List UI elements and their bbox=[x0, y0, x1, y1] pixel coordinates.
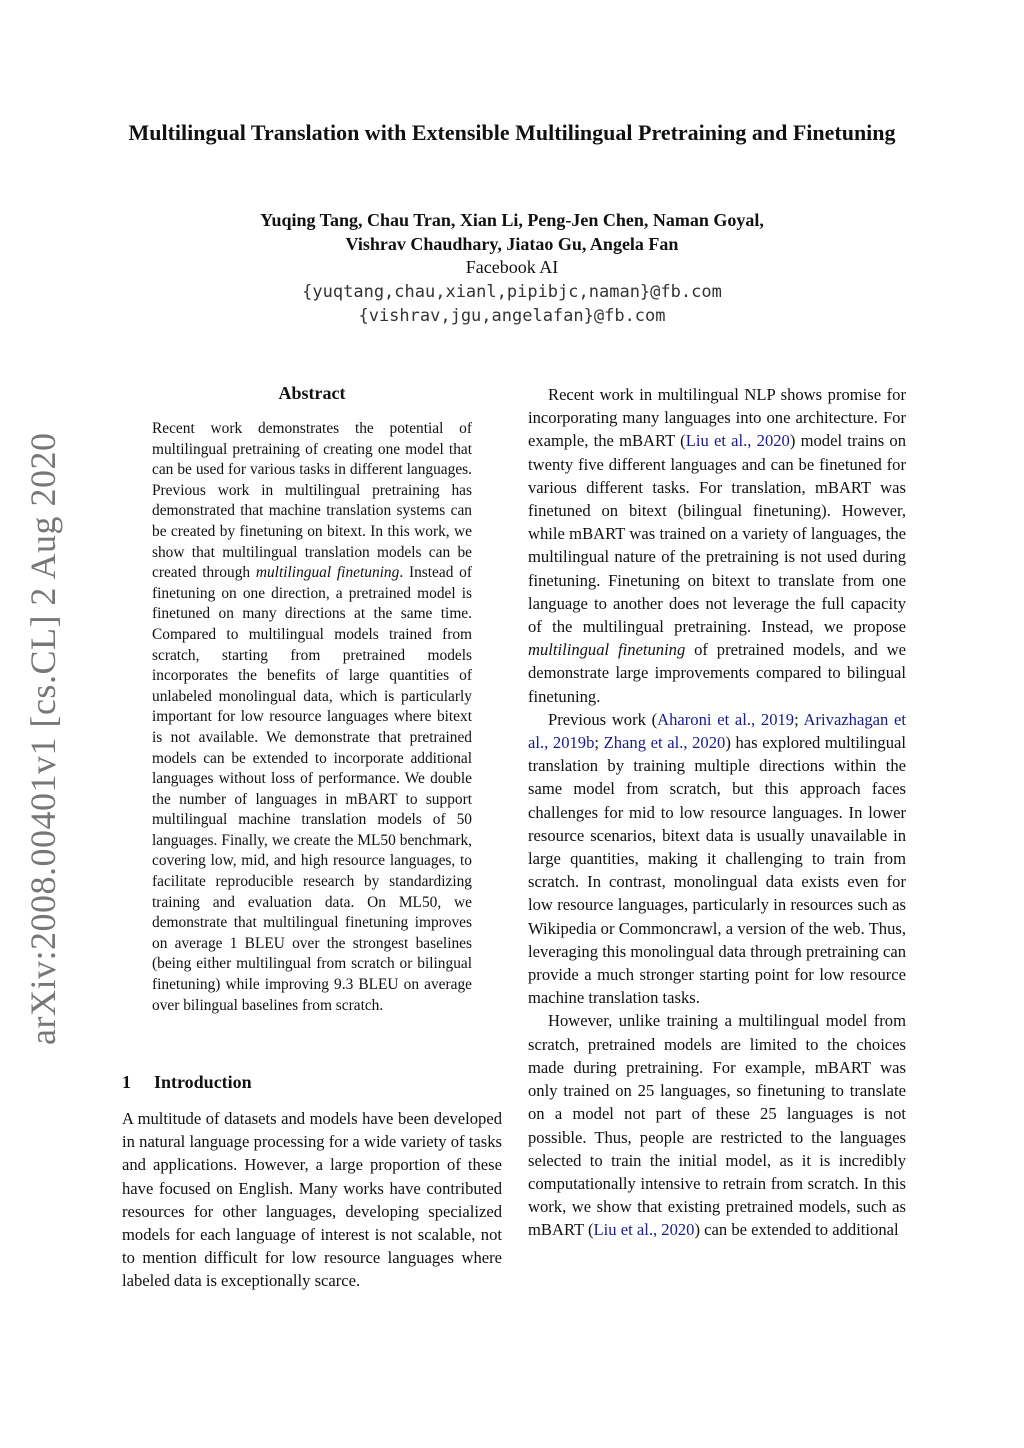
para-emphasis: multilingual finetuning bbox=[528, 640, 686, 660]
abstract-text-1: Recent work demonstrates the potential of multilingual pretraining of creating one model that can be used for various tasks in different languages. Previous work in multilingual pretraining has demonstrated that machine translation systems can be created by finetuning on bitext. In this work, we show that multilingual translation models can be created through bbox=[152, 420, 472, 582]
para-text: ) has explored multilingual translation by training multiple directions within the same model from scratch, but this approach faces challenges for mid to low resource languages. In lower resource scenarios, bitext data is usually unavailable in large quantities, making it challenging to train from scratch. In contrast, monolingual data exists even for low resource languages, particularly in resources such as Wikipedia or Commoncrawl, a version of the web. Thus, leveraging this monolingual data through pretraining can provide a much stronger starting point for low resource machine translation tasks. bbox=[528, 733, 906, 1008]
abstract-body bbox=[152, 419, 472, 1016]
intro-paragraph-1: A multitude of datasets and models have been developed in natural language processing for a wide variety of tasks and applications. However, a large proportion of these have focused on English. Many works have contributed resources for other languages, developing specialized models for each language of interest is not scalable, not to mention difficult for low resource languages where labeled data is exceptionally scarce. bbox=[122, 1109, 502, 1291]
email-line-1: {yuqtang,chau,xianl,pipibjc,naman}@fb.com bbox=[302, 282, 722, 302]
paper-title: Multilingual Translation with Extensible Multilingual Pretraining and Finetuning bbox=[128, 120, 896, 145]
para-text: ) can be extended to additional bbox=[694, 1220, 899, 1240]
author-list bbox=[160, 208, 864, 256]
para-text: Previous work ( bbox=[548, 709, 658, 729]
email-line-2: {vishrav,jgu,angelafan}@fb.com bbox=[358, 306, 666, 326]
section-heading-introduction bbox=[122, 1072, 502, 1093]
intro-paragraph-2 bbox=[528, 383, 906, 708]
para-text: ; bbox=[794, 709, 804, 729]
citation-link[interactable]: Liu et al., 2020 bbox=[685, 431, 790, 451]
para-text: However, unlike training a multilingual model from scratch, pretrained models are limited to the choices made during pretraining. For example, mBART was only trained on 25 languages, so finetuning to translate on a model not part of these 25 languages is not possible. Thus, people are restricted to the languages selected to train the initial model, as it is incredibly computationally intensive to retrain from scratch. In this work, we show that existing pretrained models, such as mBART ( bbox=[528, 1011, 906, 1240]
authors-line-2: Vishrav Chaudhary, Jiatao Gu, Angela Fan bbox=[345, 234, 679, 254]
para-text: Recent work in multilingual NLP shows promise for incorporating many languages into one architecture. For example, the mBART ( bbox=[528, 385, 906, 451]
citation-link[interactable]: Liu et al., 2020 bbox=[593, 1220, 695, 1240]
citation-link[interactable]: Arivazhagan et al., 2019b bbox=[528, 709, 906, 753]
abstract-heading: Abstract bbox=[278, 383, 346, 403]
intro-left-column bbox=[122, 1107, 502, 1293]
para-text: ) model trains on twenty five different languages and can be finetuned for various different tasks. For translation, mBART was finetuned on bitext (bilingual finetuning). However, while mBART was trained on a variety of languages, the multilingual nature of the pretraining is not used during finetuning. Finetuning on bitext to translate from one language to another does not leverage the full capacity of the multilingual pretraining. Instead, we propose bbox=[528, 431, 906, 637]
citation-link[interactable]: Aharoni et al., 2019 bbox=[657, 709, 795, 729]
authors-line-1: Yuqing Tang, Chau Tran, Xian Li, Peng-Jen Chen, Naman Goyal, bbox=[260, 210, 764, 230]
para-text: of pretrained models, and we demonstrate large improvements compared to bilingual finetuning. bbox=[528, 640, 906, 706]
arxiv-stamp: arXiv:2008.00401v1 [cs.CL] 2 Aug 2020 bbox=[23, 432, 63, 1045]
citation-link[interactable]: Zhang et al., 2020 bbox=[603, 733, 726, 753]
abstract-text-2: . Instead of finetuning on one direction, a pretrained model is finetuned on many directions at the same time. Compared to multilingual models trained from scratch, starting from pretrained models incorporates the benefits of large quantities of unlabeled monolingual data, which is particularly important for low resource languages where bitext is not available. We demonstrate that pretrained models can be extended to incorporate additional languages without loss of performance. We double the number of languages in mBART to support multilingual machine translation models of 50 languages. Finally, we create the ML50 benchmark, covering low, mid, and high resource languages, to facilitate reproducible research by standardizing training and evaluation data. On ML50, we demonstrate that multilingual finetuning improves on average 1 BLEU over the strongest baselines (being either multilingual from scratch or bilingual finetuning) while improving 9.3 BLEU on average over bilingual baselines from scratch. bbox=[152, 564, 473, 1014]
right-column bbox=[528, 383, 906, 1242]
intro-paragraph-3 bbox=[528, 708, 906, 1010]
author-emails bbox=[160, 280, 864, 328]
abstract-emphasis: multilingual finetuning bbox=[255, 564, 400, 582]
section-title: Introduction bbox=[154, 1072, 252, 1092]
section-number: 1 bbox=[122, 1072, 131, 1092]
affiliation: Facebook AI bbox=[465, 257, 559, 277]
para-text: ; bbox=[594, 733, 604, 753]
intro-paragraph-4 bbox=[528, 1009, 906, 1241]
